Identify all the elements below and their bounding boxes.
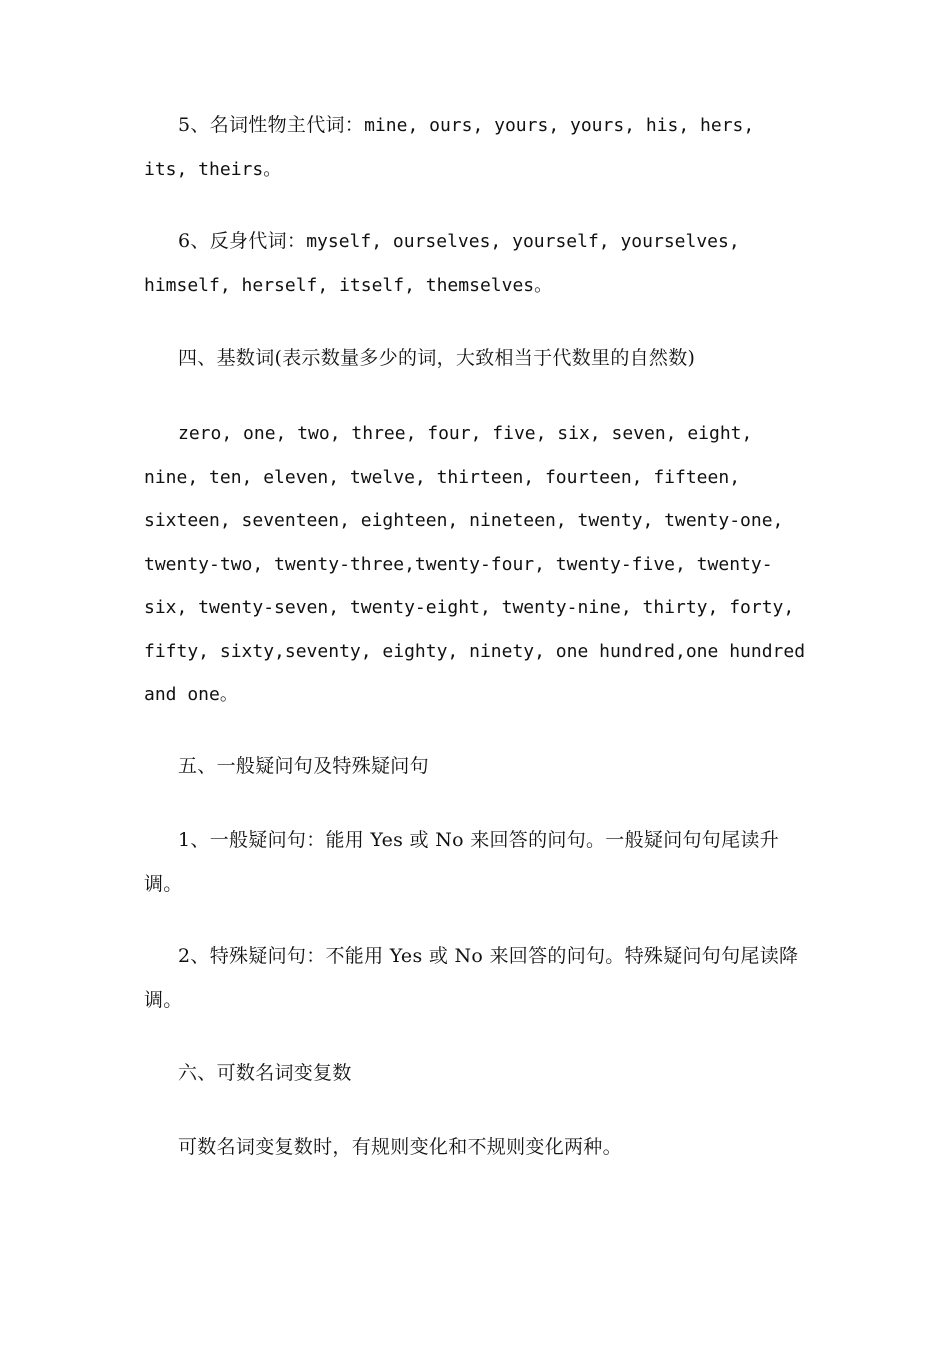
paragraph-special-questions	[144, 935, 808, 1022]
paragraph-general-questions	[144, 819, 808, 906]
paragraph-text: mine, ours, yours, yours, his, hers, its, theirs。	[144, 115, 755, 180]
paragraph-possessive-pronouns	[144, 104, 808, 191]
paragraph-reflexive-pronouns	[144, 220, 808, 307]
heading-text: 四、基数词(表示数量多少的词，大致相当于代数里的自然数)	[178, 347, 696, 369]
paragraph-number-list	[144, 412, 808, 717]
paragraph-text: myself, ourselves, yourself, yourselves, himself, herself, itself, themselves。	[144, 231, 740, 296]
paragraph-text: zero, one, two, three, four, five, six, seven, eight, nine, ten, eleven, twelve, thirteen, fourteen, fifteen, sixteen, seventeen, eighteen, nineteen, twenty, twenty-one, twenty-two, twenty-three,twenty-four, twenty-five, twenty-six, twenty-seven, twenty-eight, twenty-nine, thirty, forty, fifty, sixty,seventy, eighty, ninety, one hundred,one hundred and one。	[144, 423, 806, 705]
heading-text: 五、一般疑问句及特殊疑问句	[178, 755, 429, 777]
paragraph-text: 可数名词变复数时，有规则变化和不规则变化两种。	[178, 1136, 622, 1158]
paragraph-text: 1、一般疑问句：能用 Yes 或 No 来回答的问句。一般疑问句句尾读升调。	[144, 829, 779, 895]
heading-plural-nouns	[144, 1052, 808, 1096]
heading-cardinal-numbers	[144, 337, 808, 381]
heading-questions	[144, 745, 808, 789]
paragraph-text: 2、特殊疑问句：不能用 Yes 或 No 来回答的问句。特殊疑问句句尾读降调。	[144, 945, 799, 1011]
paragraph-label: 5、名词性物主代词：	[178, 114, 365, 136]
paragraph-plural-rules	[144, 1126, 808, 1170]
heading-text: 六、可数名词变复数	[178, 1062, 352, 1084]
paragraph-label: 6、反身代词：	[178, 230, 307, 252]
